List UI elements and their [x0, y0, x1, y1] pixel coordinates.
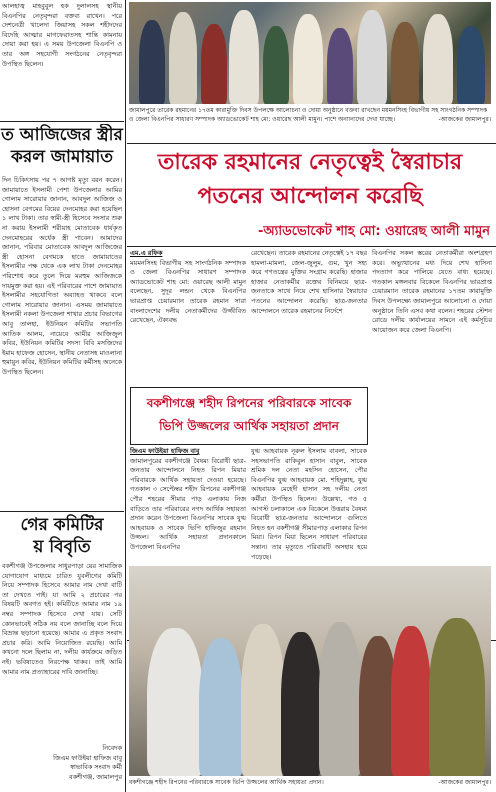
bottom-photo-caption-text: বকশীগঞ্জে শহীদ রিপনের পরিবারকে সাবেক ভিপি উজ্জলের আর্থিক সহায়তা প্রদান। [129, 779, 324, 786]
signature-place: বকশীগঞ্জ, জামালপুর [69, 772, 122, 781]
left-signature-block [20, 744, 122, 790]
main-col1-text: ময়মনসিংহ বিভাগীয় সহ সাংগঠনিক সম্পাদক ও জেলা বিএনপির সাধারণ সম্পাদক অ্যাডভোকেট শাহ মো: ওয়ারেছ আলী মামুন বলেছেন, সুদূর লন্ডন থেকে বিএনপির ভারপ্রাপ্ত চেয়ারম্যান তারেক রহমান সারা বাংলাদেশের দলীয় নেতাকর্মীদের উজ্জীবিত রেখেছেন, ঐক্যবদ্ধ [130, 258, 246, 325]
main-reporter: এম.এ রফিক [130, 249, 163, 257]
bottom-news-photo [129, 566, 491, 776]
column-separator [125, 0, 126, 792]
left-headline-2 [0, 124, 124, 174]
left-headline-2-line1: ত আজিজের স্ত্রীর [1, 125, 123, 145]
top-photo-credit: -আজকের জামালপুর। [438, 116, 491, 123]
top-photo-caption-text: জামালপুরে তারেক রহমানের ১৭তম কারামুক্তি দিবস উপলক্ষে আলোচনা ও দোয়া অনুষ্ঠানে বক্তব্য রাখছেন ময়মনসিংহ বিভাগীয় সহ সাংগঠনিক সম্পাদক ও জেলা বিএনপির সাধারণ সম্পাদক অ্যাডভোকেট শাহ মো: ওয়ারেছ আলী মামুন। পাশে অন্যান্যদের দেখা যাচ্ছে। [129, 107, 488, 123]
main-headline-line2: পতনের আন্দোলন করেছি [197, 184, 423, 209]
signature-name: জিএম ফাউইয়া হাফিজ বাবু [53, 753, 122, 762]
left-article-3-text: বকশীগঞ্জ উপজেলার সাধুরপাড়া য়ের সামাজিক যোগাযোগ মাধ্যমে চারিত যুবলীগের কমিটি নিয়ে সম্পাদক হিসেবে আমার নাম দেখা বাটি তা দেখতে পাই। যা আমি ২ প্রচারের পর বিষয়টি অবগত হই। কমিটিতে আমার নাম ১৯ নম্বর সম্পাদক হিসেবে দেখা যায়। সেটি কোনভাবেই সঠিক নয় বলে জানাচ্ছি বলে দিয়ে বিভ্রান্ত ছড়ানো হয়েছে। আমার এ প্রকৃত সংবাদ প্রচার করি। আমি নিয়োজিত রয়েছি। আমি কখনো দলে ছিলাম না, দলীয় কার্যক্রমে জড়িত নই। ভবিষ্যতেও নিরপেক্ষ থাকব। তাই আমি আমার নাম প্রত্যাহারের দাবি জানাচ্ছি। [2, 562, 122, 676]
bottom-photo-credit: -আজকের জামালপুর। [438, 779, 491, 786]
second-headline [131, 388, 367, 438]
left-article-2-text: দিন চিকিৎসায় পর ৭ আগষ্ট মৃত্যু বরন করেন। জামায়াতে ইসলামী পেশা উপজেলার আমির গোলাম সারোয়ার জানান, আবদুল আজিজ ও হোসনা বেগমের বিয়ের দেনমোহর করা হয়েছিল ১ লাখ টাকা। তার স্বামী-স্ত্রী হিসেবে সংসার শুরু না করায় ইসলামী শরীয়াহ মোতাবেক ধার্যকৃত দেনমোহরের অর্ধেক স্ত্রী পাবেন। আমাদের জানান, পরিবার মোতাবেক আবদুল আজিজের স্ত্রী হোসনা বেগমকে হাতে জামায়াতের ইসলামীর পক্ষ থেকে এক লাখ টাকা দেনমোহর পরিশোধ করে তুলে দিয়ে মরহুম আজিজকে দায়মুক্ত করা হয়। এই পরিবারের পাশে জামায়াত ইসলামীর সহযোগিতা অব্যাহত থাকবে বলে গোলাম সারোয়ার জানান। এসময় জামায়াতে ইসলামী নকলা উপজেলা শাখার প্রচার বিভাগের আবু তালহা, ইউনিয়ন কমিটির সভাপতি আতিক আলম, নায়েবে আমীর আজিজুল কবির, ইউনিয়ন কমিটির সদস্য বিবি মসজিদের ইমাম হাফেজ হোসেন, স্থানীয় নেতাসহ মাওলানা হুমায়ুন কবির, ইউনিয়ন কমিটির কর্মীসহ অনেকে উপস্থিত ছিলেন। [2, 176, 122, 376]
top-photo-caption [129, 106, 491, 142]
main-headline [130, 146, 490, 220]
second-col1-text: জামালপুরের বকশীগঞ্জে বৈষম্য বিরোধী ছাত্র-জনতার আন্দোলনে নিহত রিপন মিয়ার পরিবারকে আর্থিক সহায়তা দেওয়া হয়েছে। গতকাল ৩ সেপ্টেম্বর শহীদ রিপনের বকশীগঞ্জ পৌর শহরের সীমার পাড় এলাকায় নিজ বাড়িতে তার পরিবারের নগদ আর্থিক সহায়তা প্রদান করেন উপজেলা বিএনপির সাবেক যুগ্ম আহবায়ক ও সাবেক ভিপি হাফিজুর রহমান উজ্জল। আর্থিক সহায়তা প্রদানকালে উপজেলা বিএনপির [130, 456, 246, 551]
top-news-photo [129, 2, 491, 104]
main-headline-byline: -অ্যাডভোকেট শাহ মো: ওয়ারেছ আলী মামুন [257, 224, 490, 239]
second-headline-line1: বকশীগঞ্জে শহীদ রিপনের পরিবারকে সাবেক [146, 396, 352, 410]
left-headline-2-line2: করল জামায়াত [10, 147, 114, 167]
left-headline-3 [0, 514, 124, 560]
signature-title: স্বাভাবিক সংবাদ কর্মী [70, 763, 122, 772]
signature-label: নিবেদক [102, 744, 122, 752]
main-article-col-2: রেখেছেন। তারেক রহমানের নেতৃত্বেই ১৭ বছর হামলা-মামলা, জেল-জুলুম, গুম, খুন সহ্য করে গণতন্ত্রের মুক্তির সংগ্রাম করেছি। হাজার হাজার নেতাকর্মীর রক্তের বিনিময়ে ছাত্র-জনতাকে সাথে নিয়ে শেখ হাসিনার স্বৈরাচার পতনের আন্দোলন করেছি। ছাত্র-জনতার আন্দোলনে তারেক রহমানের নির্দেশে [251, 249, 367, 315]
second-headline-box [130, 387, 368, 445]
bottom-photo-caption [129, 778, 491, 790]
left-divider-1 [0, 121, 124, 122]
main-article-col-3: বিএনপির সকল স্তরের নেতাকর্মীরা অংশগ্রহণ করে। অভ্যুত্থানের মধ্য দিয়ে শেখ হাসিনা পদত্যাগ করে পালিয়ে যেতে বাধ্য হয়েছে। গতকাল মঙ্গলবার বিকেলে বিএনপির ভারপ্রাপ্ত চেয়ারম্যান তারেক রহমানের ১৭তম কারামুক্তি দিবস উপলক্ষ্যে জামালপুরে আলোচনা ও দোয়া অনুষ্ঠানে তিনি এসব কথা বলেন। শহরের স্টেশন রোডে দলীয় কার্যালয়ের সামনে এই কর্মসূচির আয়োজন করে জেলা বিএনপি। [372, 249, 492, 334]
main-headline-divider [127, 246, 496, 247]
second-headline-line2: ভিপি উজ্জলের আর্থিক সহায়তা প্রদান [159, 419, 339, 433]
main-article-col-1 [130, 249, 246, 383]
left-headline-3-line1: গের কমিটির [20, 515, 104, 535]
second-reporter: জিএম ফাউইয়া হাফিজ বাবু [130, 447, 200, 455]
left-headline-3-line2: য় বিবৃতি [33, 537, 91, 557]
second-article-col-2: যুগ্ম আহবায়ক নূরুল ইসলাম বাবলা, সাবেক সহসভাপতি রাকিবুল হাসান বাবুল, সাবেক শ্রমিক দল নেতা মহসিন হোসেন, পৌর বিএনপির যুগ্ম আহবায়ক মো. শহিদুল্লাহ, যুগ্ম আহবায়ক মেহেদী হাসান সহ দলীয় নেতা কর্মীরা উপস্থিত ছিলেন। উল্লেখ্য, গত ৫ আগস্ট চলাকালে এক বিকেলে উত্তরায় বৈষম্য বিরোধী ছাত্র-জনতার আন্দোলনে গুলিতে নিহত হন বকশীগঞ্জ সীমারপাড় এলাকার রিপন মিয়া। রিপন মিয়া ছিলেন সাধারণ পরিবারের সন্তান। তার মৃত্যুতে পরিবারটি অসহায় হয়ে পড়েছে। [251, 447, 367, 561]
main-headline-line1: তারেক রহমানের নেতৃত্বেই স্বৈরাচার [157, 150, 463, 175]
top-photo-divider [127, 143, 496, 144]
left-divider-2 [0, 511, 124, 512]
left-top-article-text: আলহাজ্ব মাহবুবুল হক দুলালসহ স্থানীয় বিএনপির নেতৃবৃন্দরা বক্তব্য রাখেন। পরে দেশনেত্রী খালেদা জিয়াসহ সকল শহীদদের বিদেহি আত্মার মাগফেরাতসহ শান্তি কামনায় দোয়া করা হয়। এ সময় উপজেলা বিএনপি ও তার অঙ্গ সহযোগী সংগঠনের নেতৃবৃন্দরা উপস্থিত ছিলেন। [2, 2, 122, 68]
